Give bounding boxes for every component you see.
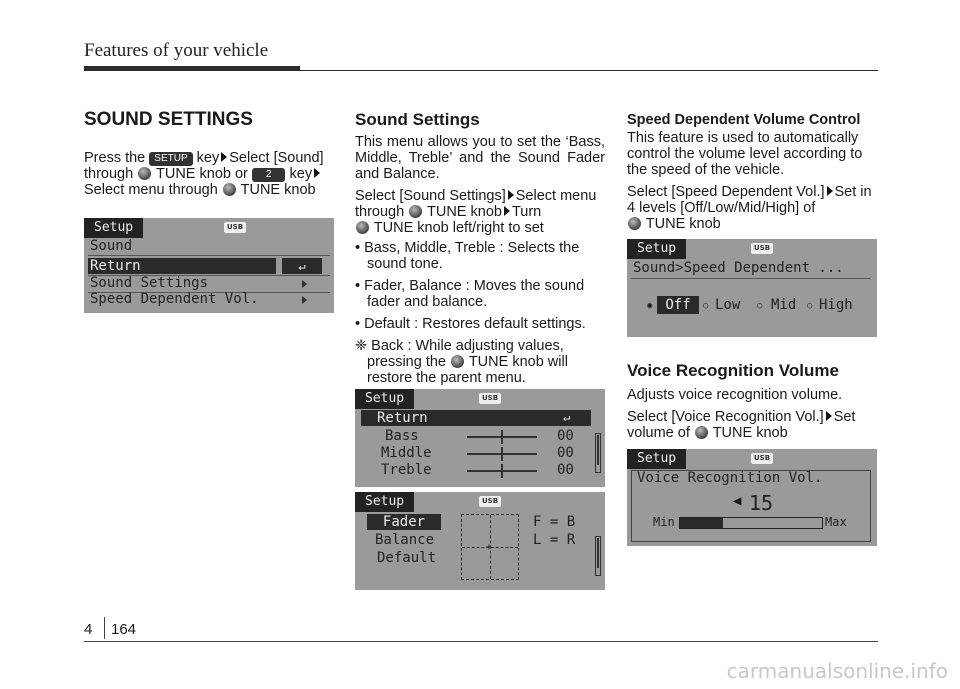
tune-knob-icon [409,205,422,218]
screen-voice-recognition [627,449,877,546]
menu-row-speed-dependent: Speed Dependent Vol. [90,291,259,307]
row-value-middle: 00 [557,445,574,461]
footer-divider [104,617,105,639]
text: ❈ Back : While adjusting values, pressing the [355,338,564,370]
volume-bar [679,517,823,529]
setup-key-icon: SETUP [149,152,192,166]
text: Set in 4 levels [Off/Low/Mid/High] of [627,184,872,216]
scrollbar [595,536,601,576]
screen-title: Setup [627,239,686,259]
screen-sound-settings [355,389,605,487]
tune-knob-icon [223,183,236,196]
text: key [196,150,220,166]
text: TUNE knob [645,216,721,232]
arrow-icon [504,206,510,216]
text: Select [Voice Recognition Vol.] [627,409,824,425]
section-heading: Speed Dependent Volume Control [627,112,861,128]
intro-text: This menu allows you to set the ‘Bass, Middle, Treble’ and the Sound Fader and Balance. [355,134,605,182]
divider [88,255,330,256]
option-off: Off [657,296,699,314]
fader-balance-grid [461,514,519,580]
text: TUNE knob left/right to set [373,220,544,236]
description-text: This feature is used to automatically control the volume level according to the speed of the vehicle. [627,130,863,178]
screen-fader-balance [355,492,605,590]
row-label-bass: Bass [385,428,419,444]
fader-value: F = B [533,514,576,530]
key-2-icon: 2 [252,168,286,182]
arrow-icon [314,168,320,178]
bullet-list [355,240,605,332]
text: Select menu through [84,182,218,198]
column-sound-settings-detail [355,112,605,392]
screen-speed-dependent [627,239,877,337]
middle-slider-handle [501,447,503,461]
treble-slider-handle [501,464,503,478]
usb-badge: USB [224,222,246,233]
section-heading: SOUND SETTINGS [84,109,253,130]
section-voice-recognition [627,363,878,447]
row-value-treble: 00 [557,462,574,478]
page-number: 164 [111,621,137,638]
screen-title: Setup [84,218,143,238]
chevron-right-icon [302,296,307,304]
tune-knob-icon [695,426,708,439]
divider [631,278,871,279]
screen-setup-menu [84,218,334,313]
text: Select menu through [355,188,597,220]
return-icon: ↵ [563,410,571,424]
section-heading: Sound Settings [355,110,480,129]
arrow-icon [826,411,832,421]
radio-icon: ○ [703,301,709,311]
text: Set volume of [627,409,856,441]
tune-knob-icon [138,167,151,180]
menu-item-fader: Fader [367,514,441,530]
menu-row-return: Return [361,410,591,426]
text: Select [Sound] [229,150,324,166]
min-label: Min [653,515,675,529]
menu-row-sound: Sound [90,238,133,254]
menu-row-sound-settings: Sound Settings [90,275,209,291]
position-marker-icon: + [486,542,493,553]
option-high: High [819,297,853,313]
menu-item-default: Default [377,550,437,566]
text: through [84,166,134,182]
footer-rule [84,641,878,642]
tune-knob-icon [451,355,464,368]
text: Press the [84,150,146,166]
balance-value: L = R [533,532,576,548]
volume-bar-fill [680,518,723,528]
usb-badge: USB [751,243,773,254]
text: TUNE knob [240,182,316,198]
volume-label: Voice Recognition Vol. [637,470,823,486]
menu-path: Sound>Speed Dependent ... [633,260,844,276]
menu-row-return: Return [88,258,276,274]
speaker-icon: ◀ [733,493,742,509]
text: key [289,166,313,182]
text: TUNE knob or [156,166,248,182]
bullet-item: • Bass, Middle, Treble : Selects the sound tone. [355,240,580,272]
scrollbar-thumb [597,538,599,568]
usb-badge: USB [479,496,501,507]
column-sound-settings [84,109,334,198]
scrollbar-thumb [597,435,599,465]
arrow-icon [508,190,514,200]
column-speed-voice [627,112,878,232]
header-bar [84,66,300,71]
radio-selected-icon: ◉ [647,301,653,311]
scrollbar [595,433,601,473]
watermark: carmanualsonline.info [726,659,948,683]
arrow-icon [221,152,227,162]
text: TUNE knob [427,204,502,220]
arrow-icon [827,186,833,196]
section-heading: Voice Recognition Volume [627,361,839,380]
bass-slider-handle [501,430,503,444]
tune-knob-icon [356,221,369,234]
page-header-title: Features of your vehicle [84,40,269,61]
radio-icon: ○ [807,301,813,311]
tune-knob-icon [628,217,641,230]
row-label-treble: Treble [381,462,432,478]
volume-value: 15 [749,491,774,515]
menu-item-balance: Balance [375,532,435,548]
screen-title: Setup [355,492,414,512]
option-low: Low [715,297,741,313]
radio-icon: ○ [757,301,763,311]
usb-badge: USB [751,453,773,464]
description-text: Adjusts voice recognition volume. [627,387,843,403]
text: TUNE knob [712,425,788,441]
bullet-item: • Fader, Balance : Moves the sound fader and balance. [355,278,585,310]
chevron-right-icon [302,280,307,288]
bullet-item: • Default : Restores default settings. [355,316,586,332]
return-icon: ↵ [282,258,322,274]
chapter-number: 4 [84,621,93,638]
screen-title: Setup [627,449,686,469]
usb-badge: USB [479,393,501,404]
row-label-middle: Middle [381,445,432,461]
max-label: Max [825,515,847,529]
text: TUNE knob will restore the parent menu. [367,354,568,386]
row-value-bass: 00 [557,428,574,444]
option-mid: Mid [771,297,797,313]
header-rule [300,70,878,71]
text: Select [Speed Dependent Vol.] [627,184,825,200]
text: Select [Sound Settings] [355,188,506,204]
screen-title: Setup [355,389,414,409]
text: Turn [511,204,542,220]
